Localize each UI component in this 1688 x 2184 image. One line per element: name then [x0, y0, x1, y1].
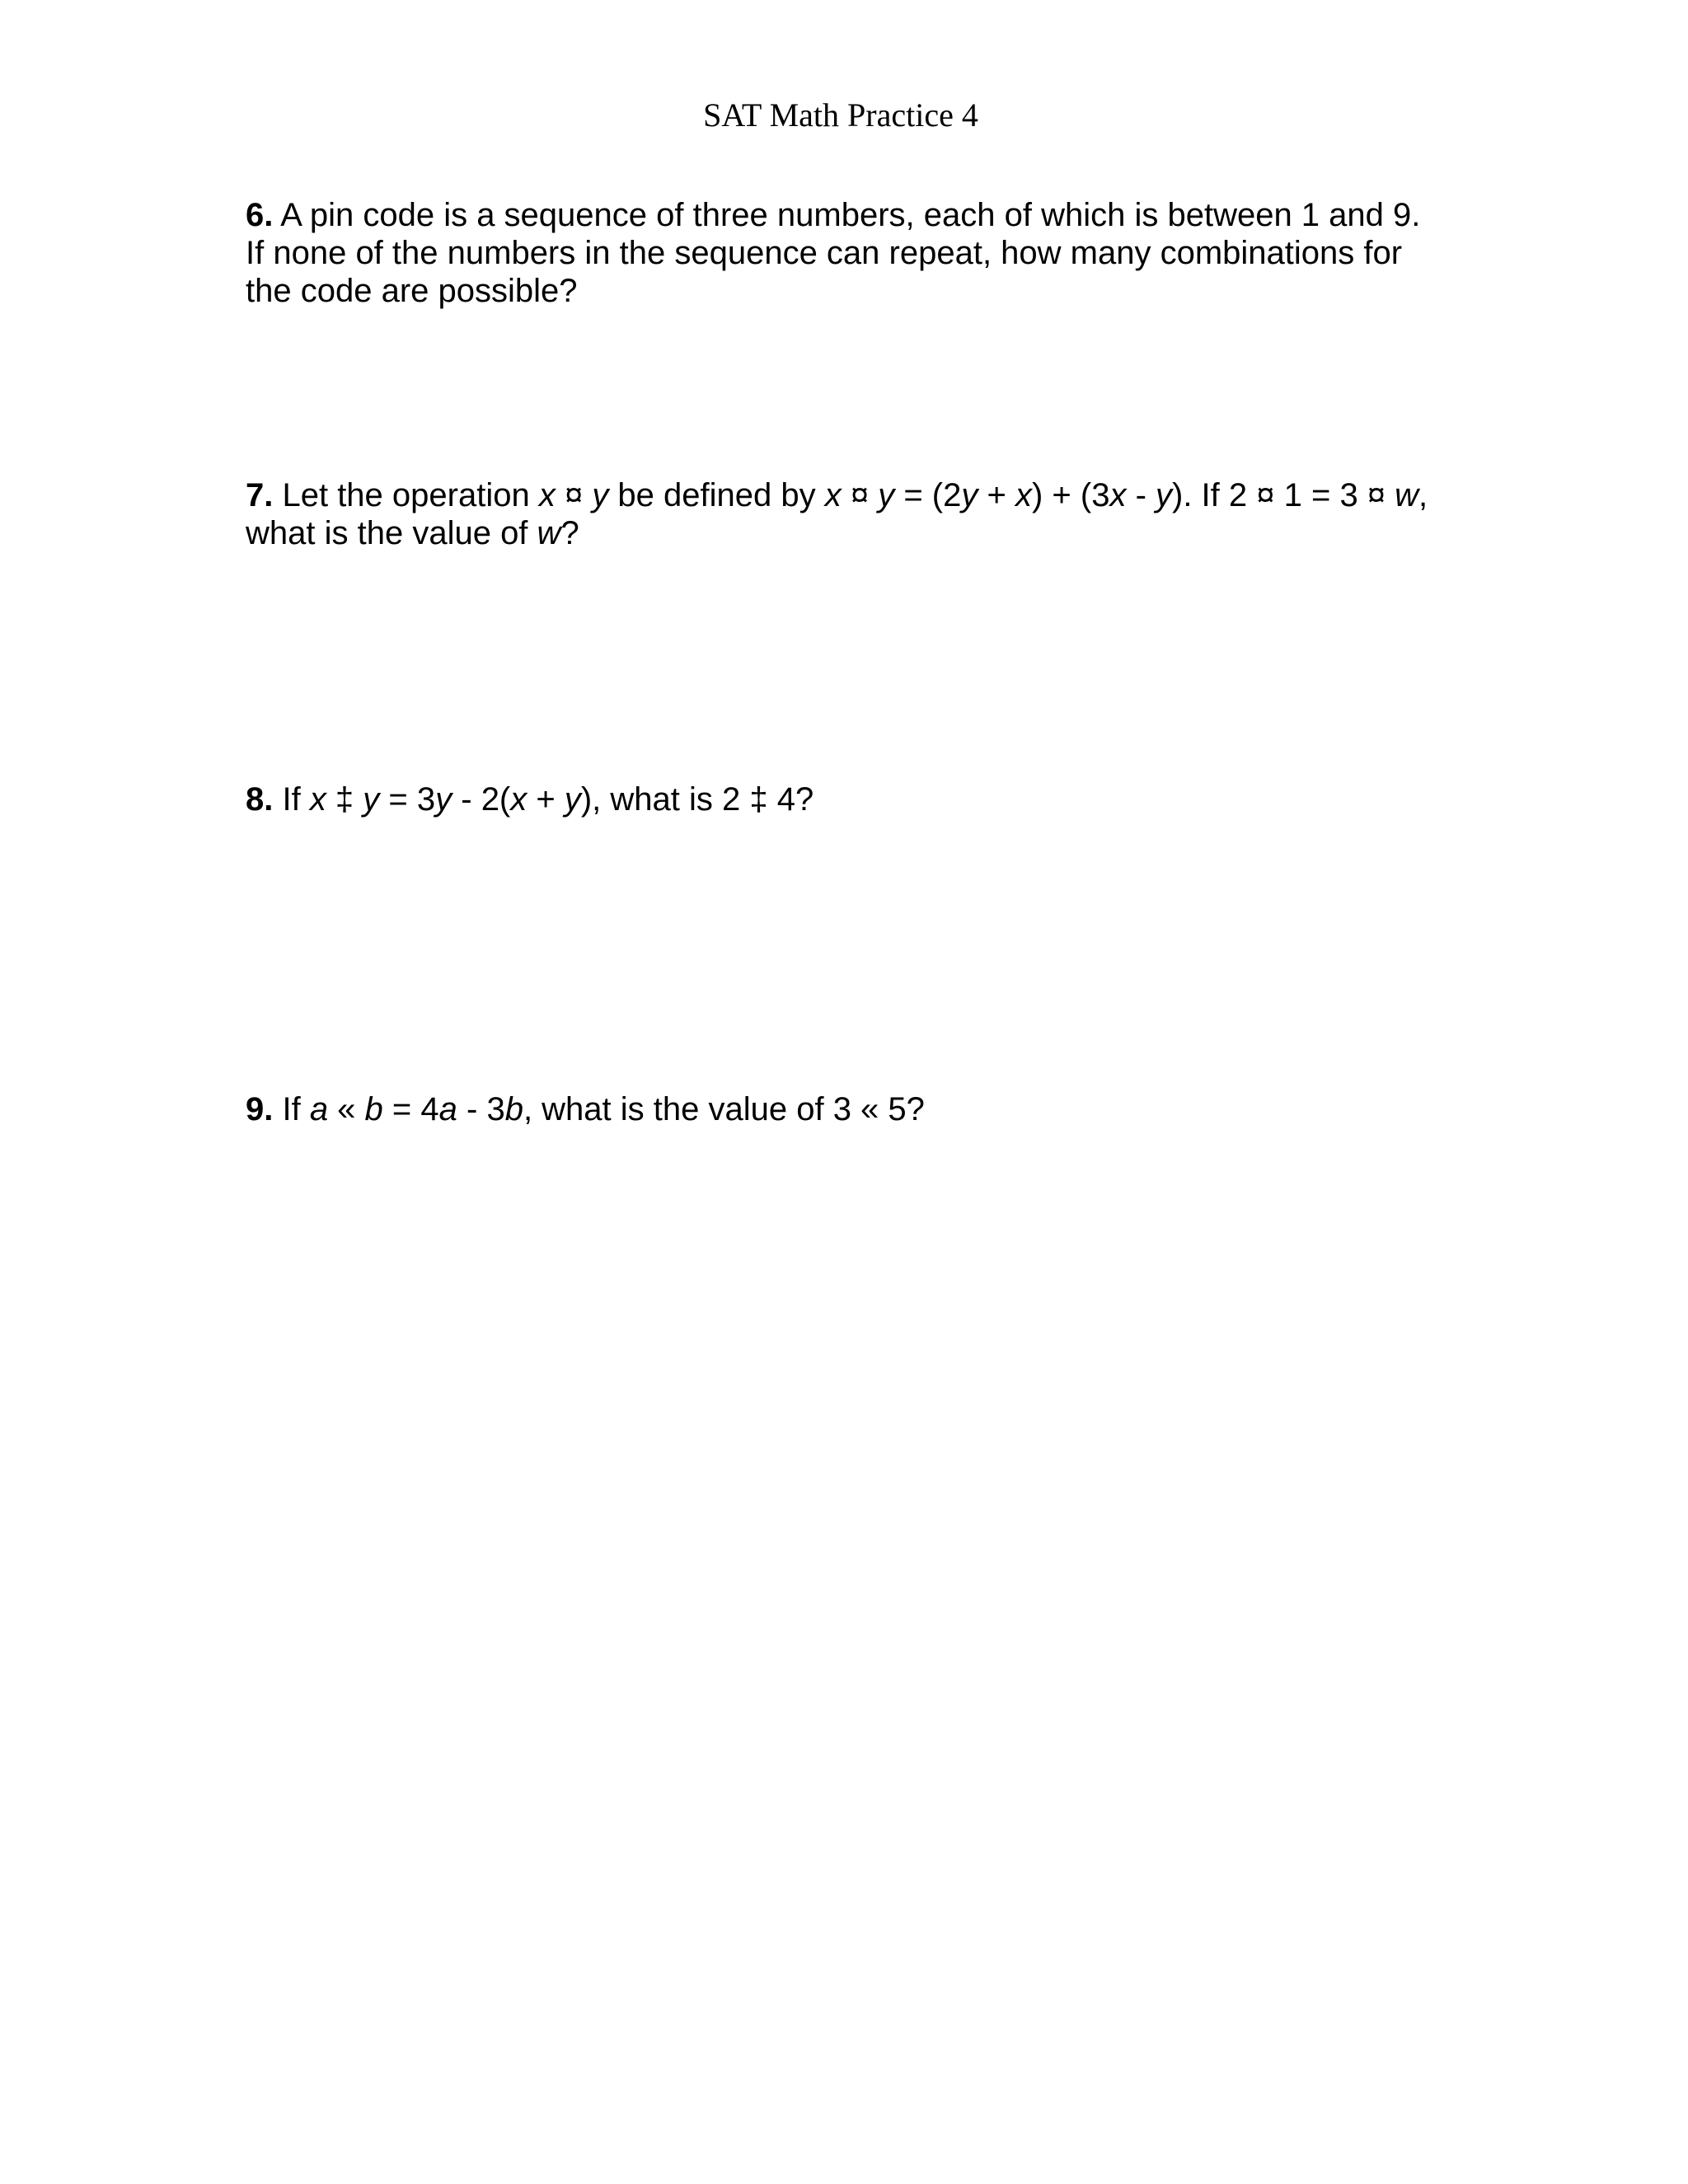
question-text-line — [246, 272, 1449, 310]
question-text-line — [246, 514, 1449, 552]
question-text: ‡ — [326, 781, 363, 818]
question-text: , — [1418, 477, 1428, 513]
question-text-line — [246, 780, 1449, 818]
question-text: ? — [560, 515, 579, 551]
math-variable: a — [438, 1091, 457, 1127]
question-text: If — [273, 1091, 310, 1127]
math-variable: x — [1015, 477, 1032, 513]
question-text-line — [246, 476, 1449, 514]
question-text: + — [527, 781, 565, 818]
question-text-line — [246, 196, 1449, 234]
math-variable: w — [1395, 477, 1419, 513]
math-variable: x — [1109, 477, 1127, 513]
question-text: « — [328, 1091, 365, 1127]
question-number: 9. — [246, 1091, 274, 1127]
question-text: - — [1126, 477, 1156, 513]
math-variable: b — [364, 1091, 383, 1127]
question-number: 7. — [246, 477, 274, 513]
question-text: what is the value of — [246, 515, 537, 551]
question-text: ), what is 2 ‡ 4? — [580, 781, 814, 818]
math-variable: y — [961, 477, 978, 513]
question-text: ) + (3 — [1031, 477, 1110, 513]
math-variable: y — [878, 477, 895, 513]
math-variable: x — [538, 477, 556, 513]
math-variable: y — [1156, 477, 1172, 513]
question-text: = 3 — [379, 781, 436, 818]
math-variable: a — [309, 1091, 329, 1127]
math-variable: x — [309, 781, 326, 818]
math-variable: b — [504, 1091, 523, 1127]
math-variable: w — [537, 515, 561, 551]
math-variable: y — [435, 781, 452, 818]
question-text: the code are possible? — [246, 273, 578, 309]
question-text: ¤ — [841, 477, 879, 513]
question-7 — [246, 476, 1449, 552]
question-text: = (2 — [894, 477, 962, 513]
question-text-line — [246, 234, 1449, 272]
math-variable: y — [592, 477, 609, 513]
question-8 — [246, 780, 1449, 818]
page-title: SAT Math Practice 4 — [703, 96, 978, 134]
question-text: + — [978, 477, 1015, 513]
question-text: A pin code is a sequence of three numbers, each of which is between 1 and 9. — [273, 197, 1421, 233]
math-variable: y — [363, 781, 380, 818]
question-text: , what is the value of 3 « 5? — [523, 1091, 925, 1127]
question-6 — [246, 196, 1449, 310]
question-text: be defined by — [608, 477, 825, 513]
math-variable: y — [564, 781, 581, 818]
question-text: Let the operation — [273, 477, 539, 513]
question-text: = 4 — [382, 1091, 439, 1127]
question-text: - 2( — [452, 781, 511, 818]
math-variable: x — [510, 781, 528, 818]
question-text: ). If 2 ¤ 1 = 3 ¤ — [1172, 477, 1395, 513]
question-text: If none of the numbers in the sequence can repeat, how many combinations for — [246, 235, 1403, 271]
question-text: ¤ — [555, 477, 593, 513]
question-text: - 3 — [457, 1091, 505, 1127]
question-9 — [246, 1090, 1449, 1128]
question-number: 6. — [246, 197, 274, 233]
question-text: If — [273, 781, 310, 818]
math-variable: x — [824, 477, 842, 513]
question-text-line — [246, 1090, 1449, 1128]
question-number: 8. — [246, 781, 274, 818]
